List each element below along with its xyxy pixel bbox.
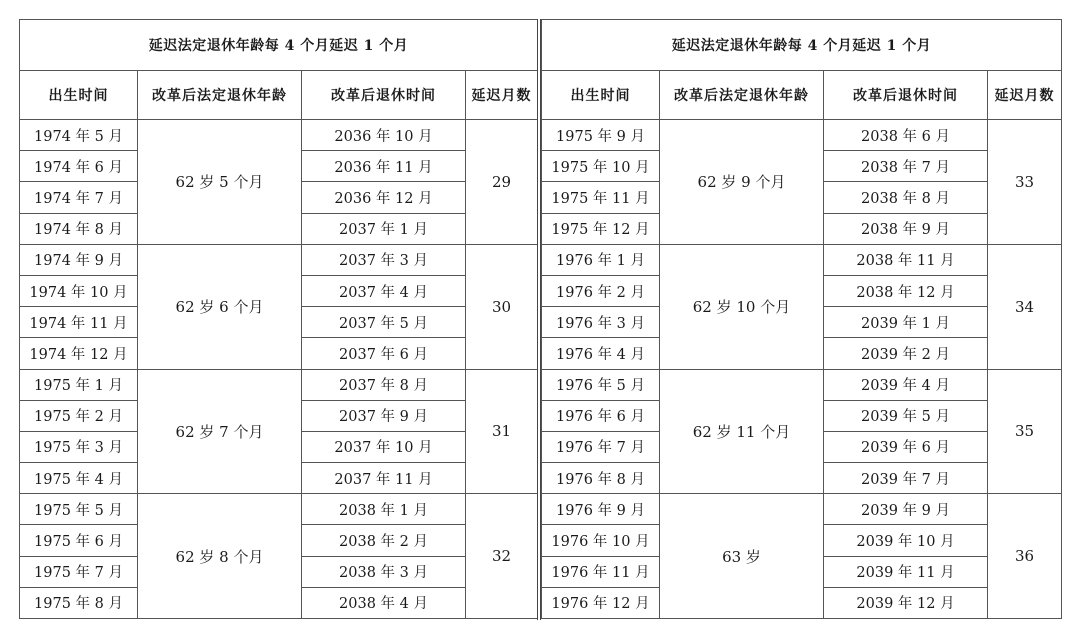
header-delay: 延迟月数	[466, 71, 538, 120]
table-body	[20, 120, 538, 619]
birth-date-cell: 1975 年 8 月	[20, 587, 138, 618]
table-title: 延迟法定退休年龄每 4 个月延迟 1 个月	[20, 20, 538, 71]
birth-date-cell: 1976 年 4 月	[542, 338, 660, 369]
table-row	[20, 120, 538, 151]
retirement-date-cell: 2037 年 1 月	[302, 213, 466, 244]
header-retire: 改革后退休时间	[302, 71, 466, 120]
retirement-date-cell: 2037 年 3 月	[302, 244, 466, 275]
table-title: 延迟法定退休年龄每 4 个月延迟 1 个月	[542, 20, 1062, 71]
retirement-age-cell: 63 岁	[660, 494, 824, 619]
delay-months-cell: 32	[466, 494, 538, 619]
birth-date-cell: 1975 年 9 月	[542, 120, 660, 151]
birth-date-cell: 1976 年 6 月	[542, 400, 660, 431]
header-age: 改革后法定退休年龄	[138, 71, 302, 120]
retirement-date-cell: 2039 年 10 月	[824, 525, 988, 556]
retirement-date-cell: 2038 年 7 月	[824, 151, 988, 182]
retirement-date-cell: 2038 年 3 月	[302, 556, 466, 587]
retirement-date-cell: 2037 年 11 月	[302, 463, 466, 494]
retirement-date-cell: 2036 年 12 月	[302, 182, 466, 213]
retirement-date-cell: 2039 年 5 月	[824, 400, 988, 431]
birth-date-cell: 1975 年 1 月	[20, 369, 138, 400]
birth-date-cell: 1974 年 11 月	[20, 307, 138, 338]
header-birth: 出生时间	[20, 71, 138, 120]
birth-date-cell: 1976 年 1 月	[542, 244, 660, 275]
birth-date-cell: 1975 年 10 月	[542, 151, 660, 182]
birth-date-cell: 1976 年 3 月	[542, 307, 660, 338]
retirement-date-cell: 2038 年 11 月	[824, 244, 988, 275]
birth-date-cell: 1975 年 7 月	[20, 556, 138, 587]
table-row	[20, 369, 538, 400]
header-retire: 改革后退休时间	[824, 71, 988, 120]
retirement-date-cell: 2038 年 2 月	[302, 525, 466, 556]
retirement-date-cell: 2036 年 11 月	[302, 151, 466, 182]
header-age: 改革后法定退休年龄	[660, 71, 824, 120]
retirement-date-cell: 2039 年 7 月	[824, 463, 988, 494]
retirement-date-cell: 2037 年 10 月	[302, 431, 466, 462]
retirement-date-cell: 2039 年 6 月	[824, 431, 988, 462]
retirement-date-cell: 2039 年 2 月	[824, 338, 988, 369]
retirement-age-cell: 62 岁 5 个月	[138, 120, 302, 245]
birth-date-cell: 1976 年 9 月	[542, 494, 660, 525]
retirement-date-cell: 2037 年 9 月	[302, 400, 466, 431]
retirement-date-cell: 2038 年 12 月	[824, 275, 988, 306]
retirement-date-cell: 2039 年 1 月	[824, 307, 988, 338]
table-row	[542, 244, 1062, 275]
birth-date-cell: 1976 年 11 月	[542, 556, 660, 587]
retirement-age-cell: 62 岁 6 个月	[138, 244, 302, 369]
table-row	[20, 494, 538, 525]
retirement-date-cell: 2038 年 6 月	[824, 120, 988, 151]
delay-months-cell: 29	[466, 120, 538, 245]
delay-months-cell: 34	[988, 244, 1062, 369]
retirement-age-cell: 62 岁 8 个月	[138, 494, 302, 619]
delay-months-cell: 35	[988, 369, 1062, 494]
table-body	[542, 120, 1062, 619]
retirement-date-cell: 2037 年 8 月	[302, 369, 466, 400]
table-left	[19, 19, 538, 619]
birth-date-cell: 1974 年 5 月	[20, 120, 138, 151]
retirement-date-cell: 2039 年 4 月	[824, 369, 988, 400]
retirement-date-cell: 2036 年 10 月	[302, 120, 466, 151]
birth-date-cell: 1976 年 5 月	[542, 369, 660, 400]
birth-date-cell: 1974 年 8 月	[20, 213, 138, 244]
birth-date-cell: 1976 年 12 月	[542, 587, 660, 618]
header-birth: 出生时间	[542, 71, 660, 120]
header-delay: 延迟月数	[988, 71, 1062, 120]
table-row	[542, 494, 1062, 525]
table-row	[542, 369, 1062, 400]
retirement-delay-table	[19, 19, 1061, 620]
birth-date-cell: 1974 年 7 月	[20, 182, 138, 213]
retirement-date-cell: 2039 年 12 月	[824, 587, 988, 618]
birth-date-cell: 1974 年 9 月	[20, 244, 138, 275]
retirement-age-cell: 62 岁 11 个月	[660, 369, 824, 494]
retirement-date-cell: 2038 年 9 月	[824, 213, 988, 244]
birth-date-cell: 1975 年 11 月	[542, 182, 660, 213]
retirement-date-cell: 2037 年 4 月	[302, 275, 466, 306]
birth-date-cell: 1975 年 4 月	[20, 463, 138, 494]
retirement-age-cell: 62 岁 9 个月	[660, 120, 824, 245]
birth-date-cell: 1976 年 7 月	[542, 431, 660, 462]
birth-date-cell: 1975 年 3 月	[20, 431, 138, 462]
retirement-date-cell: 2039 年 11 月	[824, 556, 988, 587]
birth-date-cell: 1975 年 2 月	[20, 400, 138, 431]
retirement-date-cell: 2037 年 6 月	[302, 338, 466, 369]
retirement-date-cell: 2038 年 4 月	[302, 587, 466, 618]
delay-months-cell: 30	[466, 244, 538, 369]
birth-date-cell: 1975 年 12 月	[542, 213, 660, 244]
retirement-age-cell: 62 岁 7 个月	[138, 369, 302, 494]
birth-date-cell: 1974 年 6 月	[20, 151, 138, 182]
birth-date-cell: 1975 年 5 月	[20, 494, 138, 525]
birth-date-cell: 1975 年 6 月	[20, 525, 138, 556]
retirement-date-cell: 2038 年 1 月	[302, 494, 466, 525]
delay-months-cell: 36	[988, 494, 1062, 619]
birth-date-cell: 1976 年 10 月	[542, 525, 660, 556]
retirement-date-cell: 2037 年 5 月	[302, 307, 466, 338]
table-row	[542, 120, 1062, 151]
birth-date-cell: 1976 年 2 月	[542, 275, 660, 306]
delay-months-cell: 33	[988, 120, 1062, 245]
table-row	[20, 244, 538, 275]
retirement-age-cell: 62 岁 10 个月	[660, 244, 824, 369]
delay-months-cell: 31	[466, 369, 538, 494]
retirement-date-cell: 2038 年 8 月	[824, 182, 988, 213]
table-right	[541, 19, 1062, 619]
birth-date-cell: 1974 年 12 月	[20, 338, 138, 369]
birth-date-cell: 1976 年 8 月	[542, 463, 660, 494]
retirement-date-cell: 2039 年 9 月	[824, 494, 988, 525]
birth-date-cell: 1974 年 10 月	[20, 275, 138, 306]
